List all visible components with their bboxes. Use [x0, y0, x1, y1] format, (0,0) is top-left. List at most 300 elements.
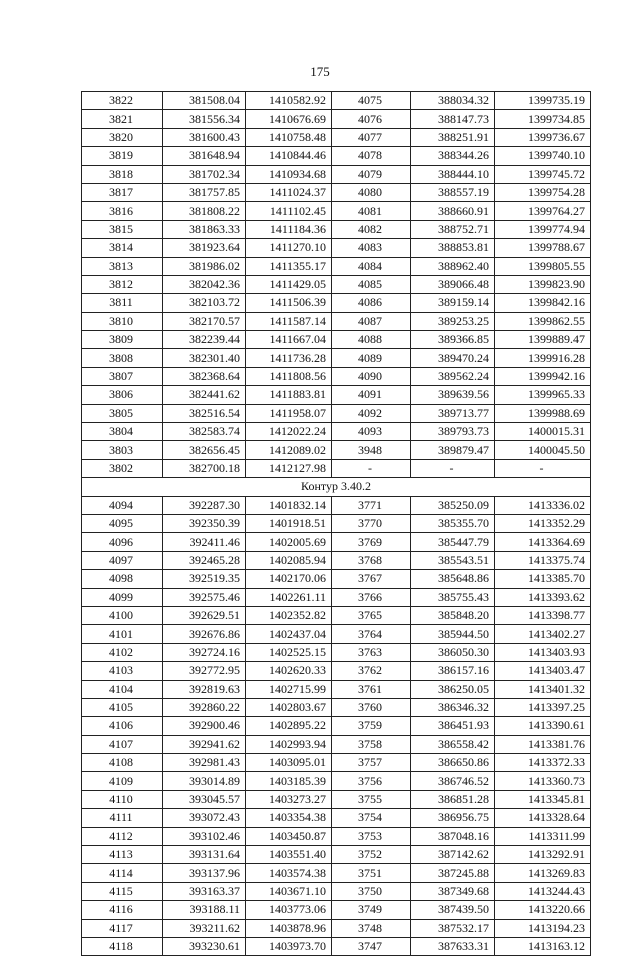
table-cell: 393014.89: [163, 772, 246, 790]
table-cell: 3761: [332, 680, 411, 698]
table-cell: 4111: [82, 809, 163, 827]
table-cell: 1399745.72: [495, 165, 591, 183]
table-row: [82, 459, 591, 477]
table-cell: 4091: [332, 386, 411, 404]
table-cell: 4098: [82, 570, 163, 588]
table-row: [82, 514, 591, 532]
table-cell: 1411736.28: [246, 349, 332, 367]
table-cell: 1412089.02: [246, 441, 332, 459]
table-cell: 1403773.06: [246, 901, 332, 919]
table-cell: 3804: [82, 423, 163, 441]
table-cell: 388147.73: [411, 110, 495, 128]
table-cell: 4083: [332, 239, 411, 257]
table-cell: 3758: [332, 735, 411, 753]
table-cell: 387532.17: [411, 919, 495, 937]
table-cell: 385543.51: [411, 551, 495, 569]
table-cell: 381600.43: [163, 128, 246, 146]
table-cell: 4112: [82, 827, 163, 845]
table-cell: 1413372.33: [495, 754, 591, 772]
table-cell: 1403671.10: [246, 882, 332, 900]
table-cell: 1411184.36: [246, 220, 332, 238]
table-cell: 388251.91: [411, 128, 495, 146]
table-cell: 393072.43: [163, 809, 246, 827]
table-cell: 386346.32: [411, 698, 495, 716]
table-cell: 386956.75: [411, 809, 495, 827]
table-cell: 4110: [82, 790, 163, 808]
table-row: [82, 937, 591, 955]
table-cell: 386746.52: [411, 772, 495, 790]
table-cell: 382583.74: [163, 423, 246, 441]
table-cell: 1413328.64: [495, 809, 591, 827]
table-cell: -: [411, 459, 495, 477]
table-cell: 381757.85: [163, 183, 246, 201]
table-cell: 1413385.70: [495, 570, 591, 588]
table-cell: 382368.64: [163, 367, 246, 385]
table-cell: 1413360.73: [495, 772, 591, 790]
table-cell: 392900.46: [163, 717, 246, 735]
table-cell: 4076: [332, 110, 411, 128]
table-cell: 4079: [332, 165, 411, 183]
table-cell: 3812: [82, 275, 163, 293]
table-row: [82, 919, 591, 937]
table-cell: 3771: [332, 496, 411, 514]
table-cell: 1411808.56: [246, 367, 332, 385]
table-cell: 389713.77: [411, 404, 495, 422]
table-cell: 4090: [332, 367, 411, 385]
table-cell: 1411506.39: [246, 294, 332, 312]
table-cell: 3817: [82, 183, 163, 201]
table-cell: 1411102.45: [246, 202, 332, 220]
table-cell: 1402352.82: [246, 606, 332, 624]
table-cell: 1402895.22: [246, 717, 332, 735]
table-cell: 1413352.29: [495, 514, 591, 532]
table-cell: 1399942.16: [495, 367, 591, 385]
table-cell: 1399788.67: [495, 239, 591, 257]
table-cell: 386558.42: [411, 735, 495, 753]
table-cell: 3815: [82, 220, 163, 238]
table-cell: 1402261.11: [246, 588, 332, 606]
table-row: [82, 386, 591, 404]
table-cell: 1413401.32: [495, 680, 591, 698]
table-cell: 3818: [82, 165, 163, 183]
table-row: [82, 662, 591, 680]
table-cell: 389366.85: [411, 331, 495, 349]
table-row: [82, 220, 591, 238]
table-cell: 385447.79: [411, 533, 495, 551]
table-cell: 1411270.10: [246, 239, 332, 257]
table-cell: 386451.93: [411, 717, 495, 735]
table-cell: 1410758.48: [246, 128, 332, 146]
table-cell: 1403878.96: [246, 919, 332, 937]
table-cell: 1413194.23: [495, 919, 591, 937]
table-cell: 1399740.10: [495, 147, 591, 165]
table-cell: 1399988.69: [495, 404, 591, 422]
table-cell: 392724.16: [163, 643, 246, 661]
table-cell: 1411958.07: [246, 404, 332, 422]
table-cell: 386050.30: [411, 643, 495, 661]
table-cell: 1402525.15: [246, 643, 332, 661]
table-cell: 4084: [332, 257, 411, 275]
table-cell: 1403551.40: [246, 846, 332, 864]
table-cell: 3755: [332, 790, 411, 808]
table-cell: 4117: [82, 919, 163, 937]
table-cell: 3819: [82, 147, 163, 165]
table-cell: 4100: [82, 606, 163, 624]
table-cell: 389470.24: [411, 349, 495, 367]
table-cell: 1402715.99: [246, 680, 332, 698]
table-cell: 385648.86: [411, 570, 495, 588]
table-cell: 381808.22: [163, 202, 246, 220]
table-cell: 392981.43: [163, 754, 246, 772]
table-cell: 4101: [82, 625, 163, 643]
table-cell: 3763: [332, 643, 411, 661]
table-cell: 1413397.25: [495, 698, 591, 716]
table-cell: 3806: [82, 386, 163, 404]
page-number: 175: [310, 64, 330, 79]
table-cell: 4095: [82, 514, 163, 532]
table-cell: 382441.62: [163, 386, 246, 404]
table-cell: 1400015.31: [495, 423, 591, 441]
table-cell: 393102.46: [163, 827, 246, 845]
table-cell: 389793.73: [411, 423, 495, 441]
table-cell: 4097: [82, 551, 163, 569]
table-cell: 386851.28: [411, 790, 495, 808]
table-cell: 1399889.47: [495, 331, 591, 349]
table-row: [82, 202, 591, 220]
table-cell: 1412022.24: [246, 423, 332, 441]
table-cell: 1413163.12: [495, 937, 591, 955]
table-row: [82, 165, 591, 183]
table-row: [82, 110, 591, 128]
table-row: [82, 864, 591, 882]
table-cell: 1413345.81: [495, 790, 591, 808]
table-row: [82, 717, 591, 735]
table-cell: 3770: [332, 514, 411, 532]
table-cell: 1413403.47: [495, 662, 591, 680]
table-cell: 382516.54: [163, 404, 246, 422]
table-cell: 392287.30: [163, 496, 246, 514]
table-cell: 388660.91: [411, 202, 495, 220]
table-cell: 3747: [332, 937, 411, 955]
table-cell: 393211.62: [163, 919, 246, 937]
table-row: [82, 551, 591, 569]
table-cell: 3805: [82, 404, 163, 422]
section-title: Контур 3.40.2: [82, 478, 591, 496]
table-cell: 4089: [332, 349, 411, 367]
table-cell: 1399916.28: [495, 349, 591, 367]
table-cell: 387439.50: [411, 901, 495, 919]
table-cell: 4075: [332, 92, 411, 110]
table-cell: 381863.33: [163, 220, 246, 238]
table-cell: 3749: [332, 901, 411, 919]
table-cell: 1403450.87: [246, 827, 332, 845]
table-cell: 385355.70: [411, 514, 495, 532]
table-row: [82, 643, 591, 661]
table-row: [82, 533, 591, 551]
table-cell: 3767: [332, 570, 411, 588]
table-cell: 1402620.33: [246, 662, 332, 680]
table-cell: 1402803.67: [246, 698, 332, 716]
table-cell: 1403973.70: [246, 937, 332, 955]
table-cell: 387048.16: [411, 827, 495, 845]
table-cell: 382042.36: [163, 275, 246, 293]
table-cell: 3822: [82, 92, 163, 110]
table-cell: 1410676.69: [246, 110, 332, 128]
table-cell: 382170.57: [163, 312, 246, 330]
table-cell: 392411.46: [163, 533, 246, 551]
table-cell: 3756: [332, 772, 411, 790]
table-cell: 1413381.76: [495, 735, 591, 753]
table-cell: 392941.62: [163, 735, 246, 753]
table-cell: 392860.22: [163, 698, 246, 716]
table-cell: 3768: [332, 551, 411, 569]
table-cell: -: [495, 459, 591, 477]
table-cell: 388962.40: [411, 257, 495, 275]
table-cell: 4082: [332, 220, 411, 238]
table-cell: 3748: [332, 919, 411, 937]
table-cell: 393188.11: [163, 901, 246, 919]
table-cell: 393045.57: [163, 790, 246, 808]
table-cell: 4109: [82, 772, 163, 790]
table-cell: 392772.95: [163, 662, 246, 680]
table-cell: 1413402.27: [495, 625, 591, 643]
table-cell: 1399774.94: [495, 220, 591, 238]
table-cell: 1402005.69: [246, 533, 332, 551]
table-cell: 388344.26: [411, 147, 495, 165]
table-row: [82, 901, 591, 919]
table-row: [82, 183, 591, 201]
table-cell: 392676.86: [163, 625, 246, 643]
table-cell: 382656.45: [163, 441, 246, 459]
table-row: [82, 239, 591, 257]
table-cell: 1399736.67: [495, 128, 591, 146]
table-cell: 4094: [82, 496, 163, 514]
table-cell: 1413364.69: [495, 533, 591, 551]
table-cell: 4080: [332, 183, 411, 201]
table-cell: 3754: [332, 809, 411, 827]
table-row: [82, 680, 591, 698]
table-row: [82, 496, 591, 514]
table-cell: 4104: [82, 680, 163, 698]
table-cell: 1403273.27: [246, 790, 332, 808]
table-cell: 389639.56: [411, 386, 495, 404]
table-row: [82, 790, 591, 808]
table-cell: 4081: [332, 202, 411, 220]
table-cell: 4096: [82, 533, 163, 551]
table-cell: 3821: [82, 110, 163, 128]
table-cell: 1413220.66: [495, 901, 591, 919]
table-row: [82, 588, 591, 606]
table-cell: 1410582.92: [246, 92, 332, 110]
table-cell: 1413390.61: [495, 717, 591, 735]
table-cell: 3816: [82, 202, 163, 220]
table-row: [82, 846, 591, 864]
table-cell: 4115: [82, 882, 163, 900]
table-cell: 3808: [82, 349, 163, 367]
table-row: [82, 882, 591, 900]
table-row: [82, 441, 591, 459]
table-row: [82, 312, 591, 330]
table-cell: 387349.68: [411, 882, 495, 900]
table-cell: 1402993.94: [246, 735, 332, 753]
table-cell: 1412127.98: [246, 459, 332, 477]
table-cell: 3813: [82, 257, 163, 275]
table-cell: 3769: [332, 533, 411, 551]
table-cell: 1413375.74: [495, 551, 591, 569]
table-cell: 1399734.85: [495, 110, 591, 128]
table-cell: 392575.46: [163, 588, 246, 606]
table-cell: 1402085.94: [246, 551, 332, 569]
table-cell: 4086: [332, 294, 411, 312]
table-cell: 4093: [332, 423, 411, 441]
table-cell: 381556.34: [163, 110, 246, 128]
table-cell: 3757: [332, 754, 411, 772]
table-cell: 3750: [332, 882, 411, 900]
table-cell: 3751: [332, 864, 411, 882]
table-cell: 388853.81: [411, 239, 495, 257]
table-cell: 4088: [332, 331, 411, 349]
table-cell: 388034.32: [411, 92, 495, 110]
table-cell: 3765: [332, 606, 411, 624]
table-cell: 381923.64: [163, 239, 246, 257]
table-cell: 1402170.06: [246, 570, 332, 588]
table-cell: 1399842.16: [495, 294, 591, 312]
table-row: [82, 331, 591, 349]
table-cell: 388444.10: [411, 165, 495, 183]
table-cell: 1411667.04: [246, 331, 332, 349]
table-row: [82, 404, 591, 422]
table-cell: 4085: [332, 275, 411, 293]
table-cell: 1401918.51: [246, 514, 332, 532]
table-cell: 1411429.05: [246, 275, 332, 293]
table-cell: 381702.34: [163, 165, 246, 183]
table-cell: 392465.28: [163, 551, 246, 569]
table-cell: 1399805.55: [495, 257, 591, 275]
table-cell: 1411587.14: [246, 312, 332, 330]
table-cell: 389562.24: [411, 367, 495, 385]
table-cell: 4106: [82, 717, 163, 735]
table-cell: 385848.20: [411, 606, 495, 624]
table-cell: 388752.71: [411, 220, 495, 238]
table-cell: 1402437.04: [246, 625, 332, 643]
table-cell: 381648.94: [163, 147, 246, 165]
table-cell: 3809: [82, 331, 163, 349]
table-cell: 382103.72: [163, 294, 246, 312]
table-cell: 1403185.39: [246, 772, 332, 790]
table-cell: 4102: [82, 643, 163, 661]
table-cell: 3766: [332, 588, 411, 606]
table-cell: 389253.25: [411, 312, 495, 330]
table-cell: 385944.50: [411, 625, 495, 643]
table-cell: 392629.51: [163, 606, 246, 624]
table-cell: 393137.96: [163, 864, 246, 882]
table-cell: 387245.88: [411, 864, 495, 882]
table-cell: 388557.19: [411, 183, 495, 201]
table-cell: 392519.35: [163, 570, 246, 588]
table-cell: 4116: [82, 901, 163, 919]
table-cell: 387633.31: [411, 937, 495, 955]
table-cell: 392819.63: [163, 680, 246, 698]
table-cell: 1399764.27: [495, 202, 591, 220]
section-row: [82, 478, 591, 496]
table-cell: 386250.05: [411, 680, 495, 698]
table-cell: 1413398.77: [495, 606, 591, 624]
table-row: [82, 698, 591, 716]
table-cell: 3753: [332, 827, 411, 845]
table-row: [82, 809, 591, 827]
table-cell: 382301.40: [163, 349, 246, 367]
table-cell: 4087: [332, 312, 411, 330]
table-cell: 392350.39: [163, 514, 246, 532]
table-row: [82, 772, 591, 790]
table-cell: 4105: [82, 698, 163, 716]
table-cell: 386157.16: [411, 662, 495, 680]
table-cell: 1399862.55: [495, 312, 591, 330]
table-cell: 1411024.37: [246, 183, 332, 201]
table-cell: 386650.86: [411, 754, 495, 772]
table-cell: 393230.61: [163, 937, 246, 955]
table-cell: 393163.37: [163, 882, 246, 900]
table-cell: 382239.44: [163, 331, 246, 349]
table-cell: 1410844.46: [246, 147, 332, 165]
table-row: [82, 625, 591, 643]
table-cell: -: [332, 459, 411, 477]
table-row: [82, 570, 591, 588]
table-cell: 3810: [82, 312, 163, 330]
table-cell: 1399754.28: [495, 183, 591, 201]
table-cell: 1413393.62: [495, 588, 591, 606]
table-cell: 1410934.68: [246, 165, 332, 183]
table-row: [82, 257, 591, 275]
table-cell: 1399735.19: [495, 92, 591, 110]
table-cell: 3764: [332, 625, 411, 643]
table-cell: 3752: [332, 846, 411, 864]
table-cell: 382700.18: [163, 459, 246, 477]
coordinates-table: [81, 91, 591, 956]
table-cell: 3811: [82, 294, 163, 312]
table-cell: 389066.48: [411, 275, 495, 293]
table-cell: 1399823.90: [495, 275, 591, 293]
table-cell: 1399965.33: [495, 386, 591, 404]
table-row: [82, 92, 591, 110]
table-row: [82, 294, 591, 312]
table-cell: 3807: [82, 367, 163, 385]
table-row: [82, 754, 591, 772]
table-cell: 1413244.43: [495, 882, 591, 900]
table-cell: 4077: [332, 128, 411, 146]
table-row: [82, 423, 591, 441]
table-cell: 389879.47: [411, 441, 495, 459]
table-cell: 4092: [332, 404, 411, 422]
table-cell: 385250.09: [411, 496, 495, 514]
table-cell: 1413269.83: [495, 864, 591, 882]
table-cell: 3948: [332, 441, 411, 459]
table-cell: 387142.62: [411, 846, 495, 864]
table-cell: 389159.14: [411, 294, 495, 312]
table-cell: 385755.43: [411, 588, 495, 606]
table-cell: 1403574.38: [246, 864, 332, 882]
table-cell: 4113: [82, 846, 163, 864]
table-cell: 3760: [332, 698, 411, 716]
table-row: [82, 827, 591, 845]
table-cell: 1401832.14: [246, 496, 332, 514]
table-cell: 1403354.38: [246, 809, 332, 827]
table-cell: 4107: [82, 735, 163, 753]
table-cell: 4118: [82, 937, 163, 955]
table-row: [82, 349, 591, 367]
table-cell: 4114: [82, 864, 163, 882]
table-cell: 3814: [82, 239, 163, 257]
